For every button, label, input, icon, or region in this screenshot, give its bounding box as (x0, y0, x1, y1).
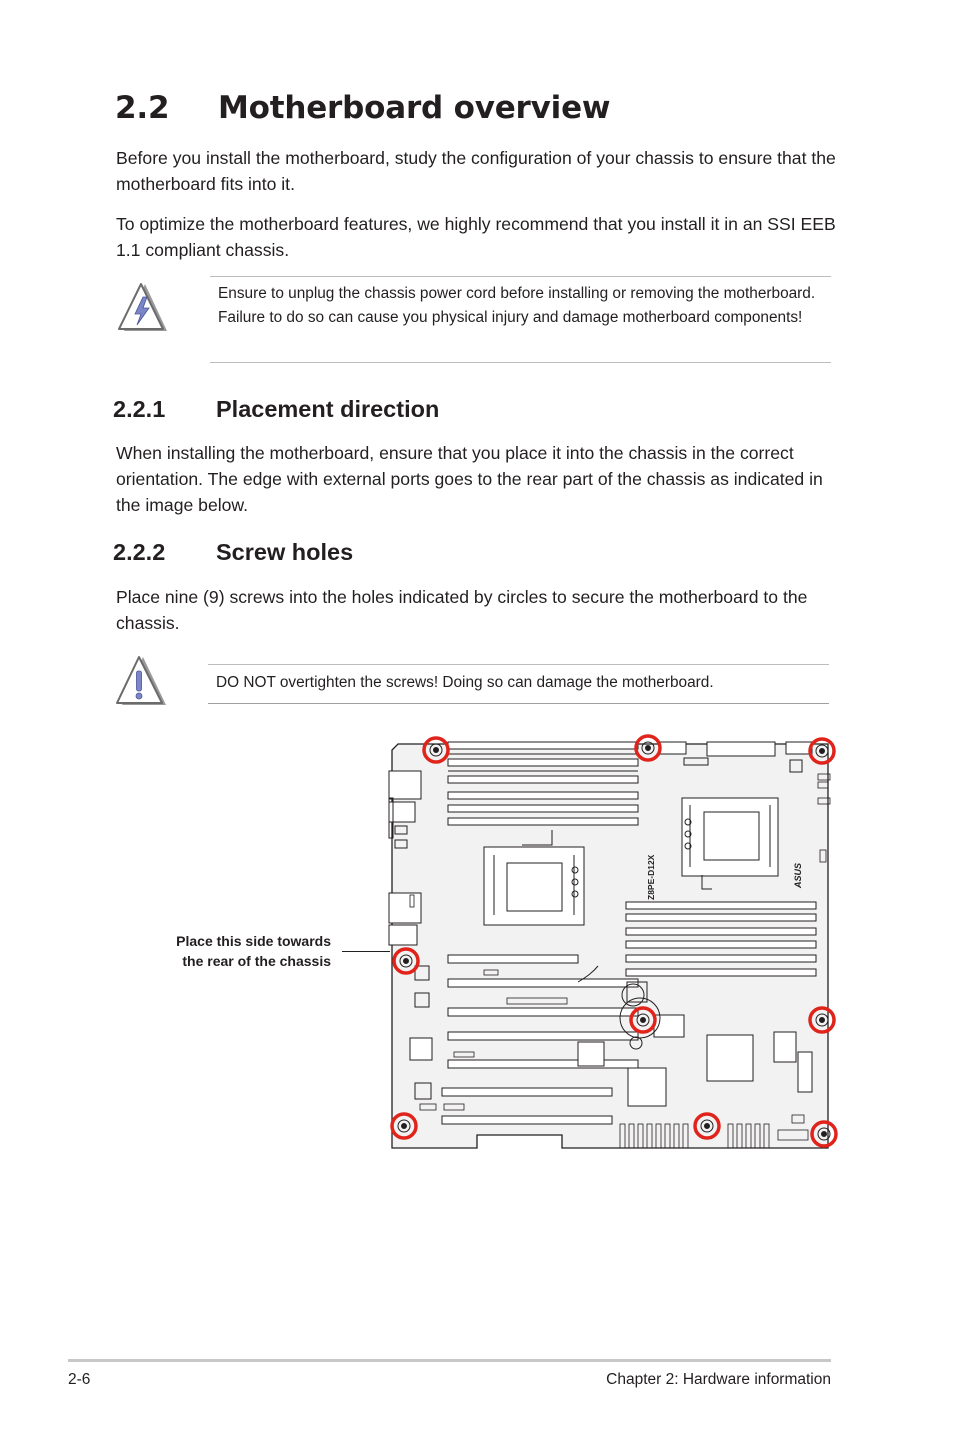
warning-note-text: Ensure to unplug the chassis power cord before installing or removing the motherboard. Failure to do so can cause you physical injury and damage motherboard components! (218, 285, 816, 326)
caution-rule-top (208, 664, 829, 665)
chapter-title: Chapter 2: Hardware information (606, 1371, 831, 1388)
placement-title: Placement direction (216, 396, 440, 422)
intro-paragraph-2: To optimize the motherboard features, we highly recommend that you install it in an SSI EEB 1.1 compliant chassis. (116, 214, 836, 260)
warning-rule-top (210, 276, 831, 277)
section-title (115, 90, 610, 126)
caption-line-1: Place this side towards (176, 933, 331, 949)
caution-icon (110, 654, 168, 708)
section-title-text: Motherboard overview (218, 90, 611, 126)
board-model-label: Z8PE-D12X (646, 854, 656, 900)
caution-rule-bottom (208, 703, 829, 704)
caution-note-text: DO NOT overtighten the screws! Doing so can damage the motherboard. (216, 674, 714, 691)
placement-number: 2.2.1 (113, 396, 166, 422)
screw-holes-heading (113, 539, 353, 566)
warning-icon (112, 281, 170, 335)
footer-rule (68, 1359, 831, 1362)
screw-holes-number: 2.2.2 (113, 539, 166, 565)
placement-paragraph: When installing the motherboard, ensure that you place it into the chassis in the correct orientation. The edge with external ports goes to the rear part of the chassis as indicated in the image below. (116, 443, 823, 515)
section-number: 2.2 (115, 90, 170, 126)
diagram-caption (140, 931, 331, 971)
motherboard-diagram (382, 730, 842, 1155)
intro-paragraph-1: Before you install the motherboard, study the configuration of your chassis to ensure that the motherboard fits into it. (116, 148, 836, 194)
caption-line-2: the rear of the chassis (182, 953, 331, 969)
warning-rule-bottom (210, 362, 831, 363)
brand-label: ASUS (793, 862, 803, 888)
page-number: 2-6 (68, 1371, 91, 1388)
screw-holes-title: Screw holes (216, 539, 354, 565)
screw-holes-paragraph: Place nine (9) screws into the holes indicated by circles to secure the motherboard to the chassis. (116, 587, 808, 633)
placement-heading (113, 396, 439, 423)
